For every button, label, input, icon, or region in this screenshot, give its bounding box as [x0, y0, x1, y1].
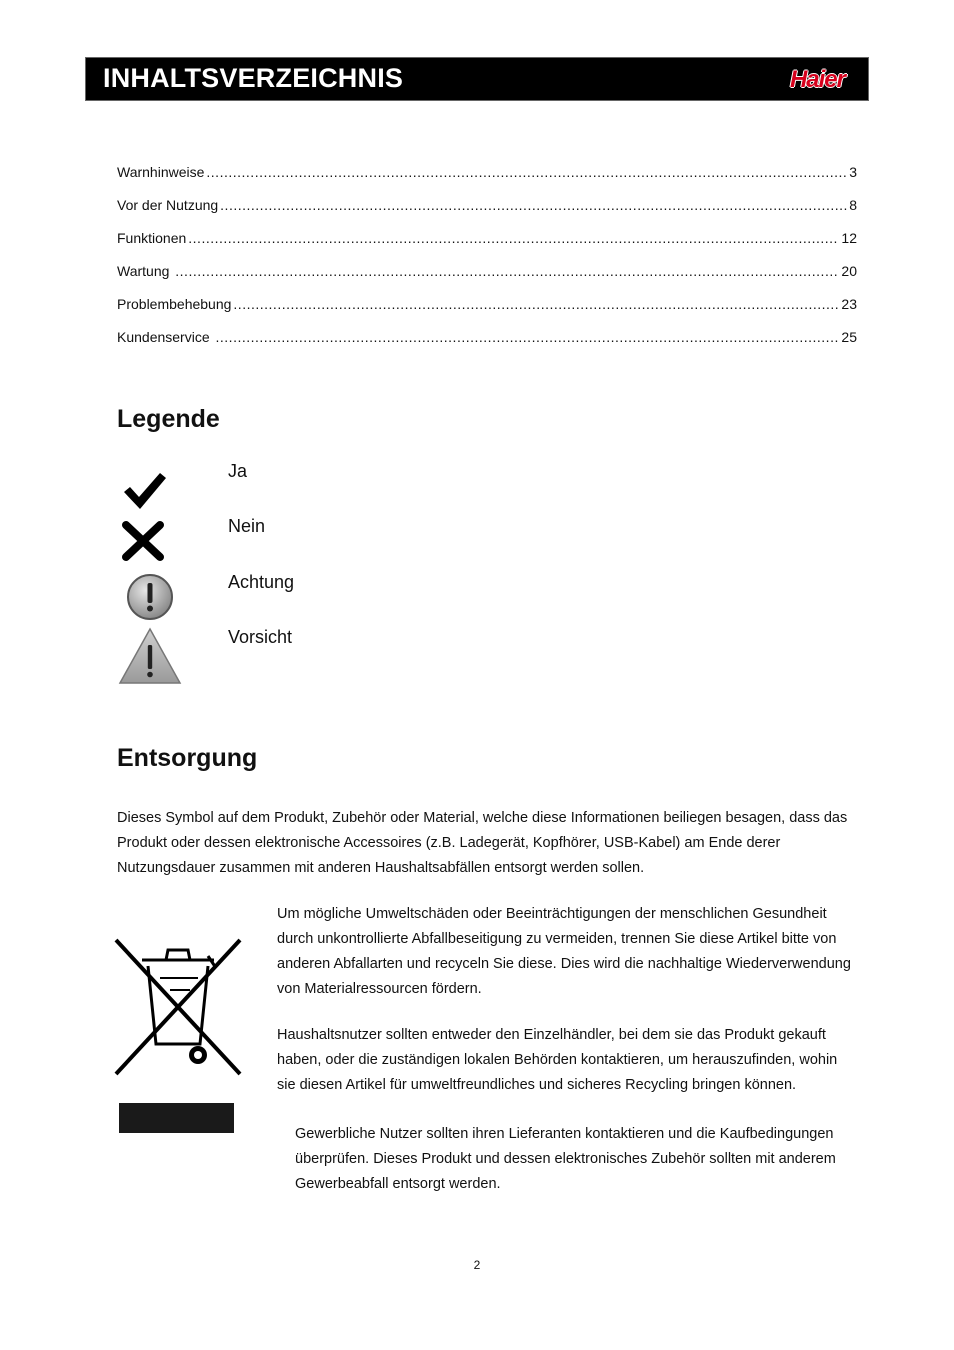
disposal-intro: Dieses Symbol auf dem Produkt, Zubehör oder Material, welche diese Informationen beiliegen besagen, dass das Produkt oder dessen elektronische Accessoires (z.B. Ladegerät, Kopfhörer, USB-Kabel) am Ende derer Nutzungsdauer zusammen mit anderen Haushaltsabfällen entsorgt werden sollen.: [117, 810, 848, 876]
legend-heading: Legende: [117, 405, 220, 433]
toc-entry[interactable]: [117, 197, 857, 230]
disposal-heading: Entsorgung: [117, 744, 258, 772]
check-icon: [120, 470, 168, 512]
toc-page-number: 8: [849, 197, 857, 213]
toc-page-number: 12: [841, 230, 857, 246]
table-of-contents: [117, 164, 857, 362]
toc-leader-dots: [206, 164, 847, 180]
exclamation-circle-icon: [126, 573, 174, 621]
toc-page-number: 25: [841, 329, 857, 345]
page-number: 2: [473, 1258, 481, 1272]
weee-crossed-bin-icon: [112, 938, 244, 1138]
disposal-paragraph-1: Um mögliche Umweltschäden oder Beeinträchtigungen der menschlichen Gesundheit durch unkontrollierte Abfallbeseitigung zu vermeiden, trennen Sie diese Artikel bitte von anderen Abfallarten und recyceln Sie diese. Dies wird die nachhaltige Wiederverwendung von Materialressourcen fördern.: [277, 906, 851, 997]
toc-leader-dots: [233, 296, 839, 312]
legend-label-vorsicht: Vorsicht: [228, 627, 293, 647]
header-bar: [86, 58, 868, 100]
toc-entry[interactable]: [117, 329, 857, 362]
toc-label: Vor der Nutzung: [117, 197, 219, 213]
toc-label: Problembehebung: [117, 296, 232, 312]
toc-leader-dots: [188, 230, 839, 246]
toc-entry[interactable]: [117, 263, 857, 296]
toc-label: Kundenservice: [117, 329, 214, 345]
disposal-paragraph-3: Gewerbliche Nutzer sollten ihren Lieferanten kontaktieren und die Kaufbedingungen überprüfen. Dieses Produkt und dessen elektronisches Zubehör sollten mit anderem Gewerbeabfall entsorgt werden.: [295, 1126, 836, 1192]
toc-label: Wartung: [117, 263, 174, 279]
legend-label-ja: Ja: [228, 461, 248, 481]
toc-label: Funktionen: [117, 230, 187, 246]
toc-entry[interactable]: [117, 296, 857, 329]
toc-page-number: 3: [849, 164, 857, 180]
toc-leader-dots: [216, 329, 840, 345]
legend-label-nein: Nein: [228, 516, 266, 536]
toc-label: Warnhinweise: [117, 164, 205, 180]
cross-icon: [122, 521, 164, 561]
toc-page-number: 23: [841, 296, 857, 312]
legend-label-achtung: Achtung: [228, 572, 295, 592]
toc-entry[interactable]: [117, 164, 857, 197]
toc-leader-dots: [175, 263, 839, 279]
disposal-paragraph-2: Haushaltsnutzer sollten entweder den Einzelhändler, bei dem sie das Produkt gekauft haben, oder die zuständigen lokalen Behörden kontaktieren, um herauszufinden, wohin sie diesen Artikel für umweltfreundliches und sicheres Recycling bringen können.: [277, 1027, 838, 1093]
toc-page-number: 20: [841, 263, 857, 279]
warning-triangle-icon: [118, 627, 182, 685]
page-title: INHALTSVERZEICHNIS: [103, 63, 404, 93]
toc-entry[interactable]: [117, 230, 857, 263]
haier-logo: Haier: [789, 66, 845, 93]
toc-leader-dots: [220, 197, 847, 213]
